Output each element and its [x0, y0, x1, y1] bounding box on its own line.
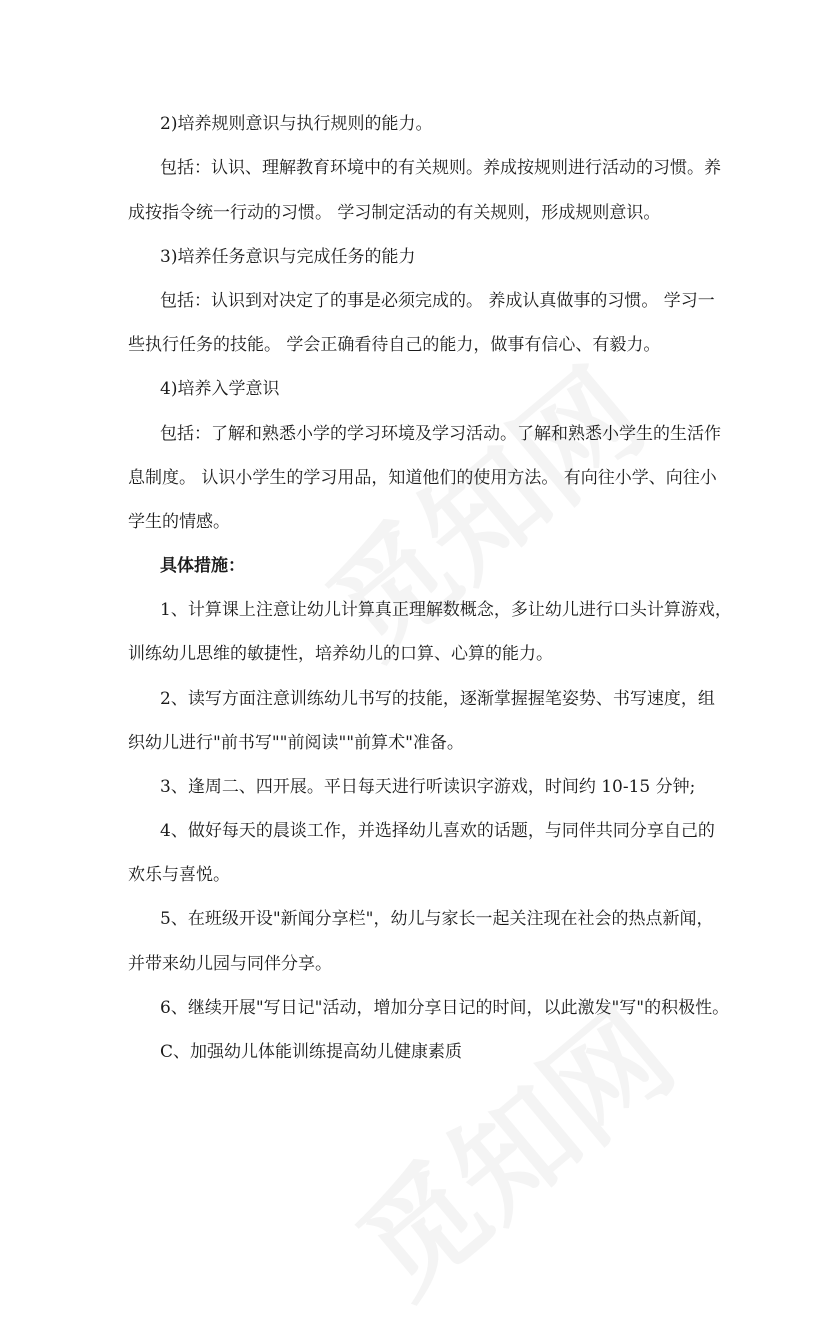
paragraph-line: 训练幼儿思维的敏捷性，培养幼儿的口算、心算的能力。 — [128, 644, 553, 664]
paragraph-line: 6、继续开展"写日记"活动，增加分享日记的时间，以此激发"写"的积极性。 — [160, 998, 730, 1018]
paragraph-line: 欢乐与喜悦。 — [128, 865, 230, 885]
paragraph-line: 5、在班级开设"新闻分享栏"，幼儿与家长一起关注现在社会的热点新闻， — [160, 909, 714, 929]
section-heading: 具体措施： — [160, 556, 245, 576]
paragraph-line: 包括：认识、理解教育环境中的有关规则。养成按规则进行活动的习惯。养 — [160, 158, 721, 178]
paragraph-line: 学生的情感。 — [128, 512, 230, 532]
paragraph-line: 并带来幼儿园与同伴分享。 — [128, 954, 332, 974]
paragraph-line: 4)培养入学意识 — [160, 379, 280, 399]
paragraph-line: 3、逢周二、四开展。平日每天进行听读识字游戏，时间约 10-15 分钟; — [160, 777, 696, 797]
paragraph-line: 包括：认识到对决定了的事是必须完成的。 养成认真做事的习惯。 学习一 — [160, 291, 715, 311]
paragraph-line: 2、读写方面注意训练幼儿书写的技能，逐渐掌握握笔姿势、书写速度，组 — [160, 689, 715, 709]
paragraph-line: 4、做好每天的晨谈工作，并选择幼儿喜欢的话题，与同伴共同分享自己的 — [160, 821, 715, 841]
paragraph-line: 2)培养规则意识与执行规则的能力。 — [160, 114, 433, 134]
paragraph-line: 1、计算课上注意让幼儿计算真正理解数概念，多让幼儿进行口头计算游戏， — [160, 600, 732, 620]
paragraph-line: 包括：了解和熟悉小学的学习环境及学习活动。了解和熟悉小学生的生活作 — [160, 424, 721, 444]
paragraph-line: 3)培养任务意识与完成任务的能力 — [160, 247, 416, 267]
paragraph-line: C、加强幼儿体能训练提高幼儿健康素质 — [160, 1042, 463, 1062]
paragraph-line: 成按指令统一行动的习惯。 学习制定活动的有关规则，形成规则意识。 — [128, 203, 661, 223]
paragraph-line: 些执行任务的技能。 学会正确看待自己的能力，做事有信心、有毅力。 — [128, 335, 661, 355]
paragraph-line: 织幼儿进行"前书写""前阅读""前算术"准备。 — [128, 733, 464, 753]
paragraph-line: 息制度。 认识小学生的学习用品，知道他们的使用方法。 有向往小学、向往小 — [128, 468, 717, 488]
